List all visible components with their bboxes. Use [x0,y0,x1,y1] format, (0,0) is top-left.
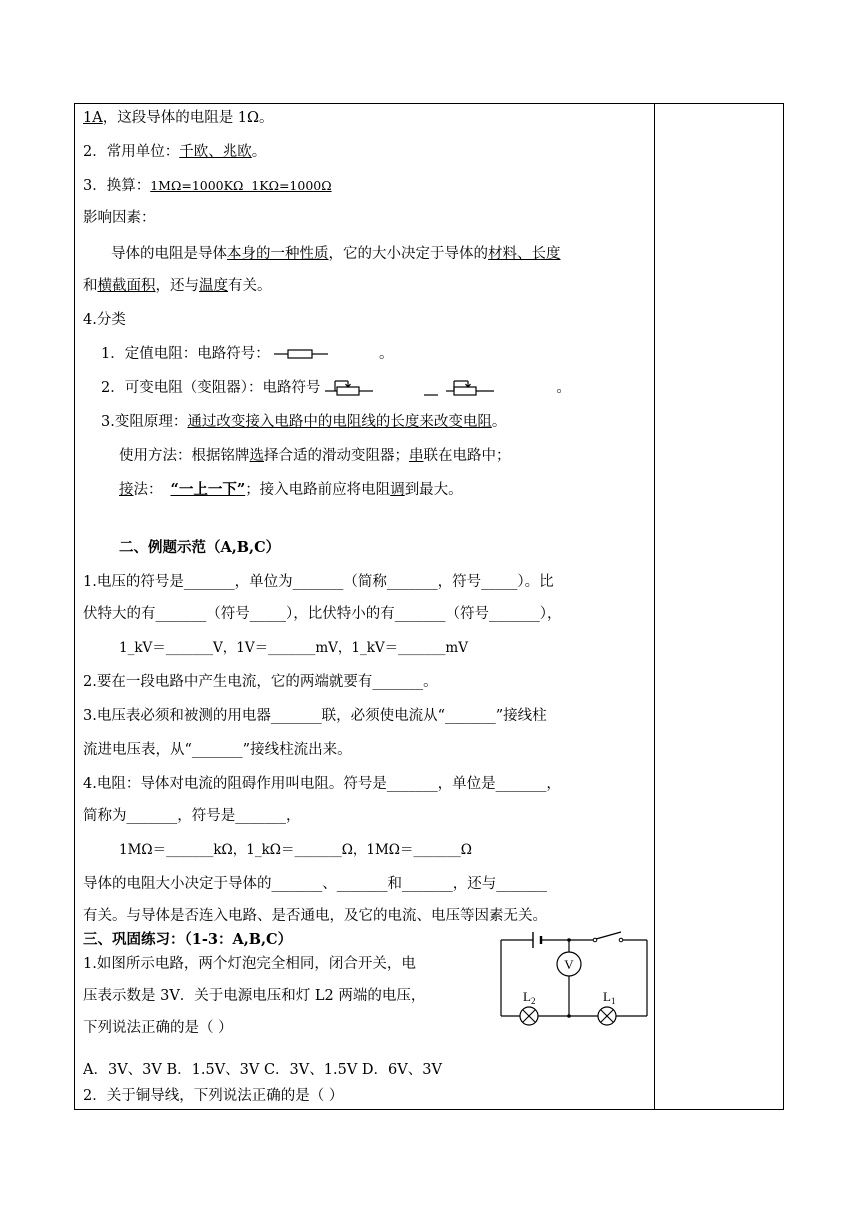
column-divider [654,104,655,1109]
example-3-line-2: 流进电压表，从“_______”接线柱流出来。 [83,742,352,758]
example-4-line-3: 1MΩ＝_______kΩ，1_kΩ＝_______Ω，1MΩ＝_______Ω [119,842,472,858]
example-1-line-3: 1_kV＝_______V，1V＝_______mV，1_kV＝_______mV [119,640,468,656]
factors-line-1: 导体的电阻是导体本身的一种性质，它的大小决定于导体的材料、长度 [111,246,561,262]
common-units-line: 2．常用单位：千欧、兆欧。 [83,144,267,160]
circuit-diagram [497,930,651,1026]
example-4-line-5: 有关。与导体是否连入电路、是否通电，及它的电流、电压等因素无关。 [83,908,547,924]
practice-1-line-3: 下列说法正确的是（ ） [83,1020,233,1036]
variable-resistor-line: 2．可变电阻（变阻器）：电路符号 。 [101,380,571,396]
rheostat-symbol-1 [325,378,375,398]
practice-2: 2．关于铜导线，下列说法正确的是（ ） [83,1088,344,1104]
factors-heading: 影响因素： [83,210,156,226]
switch [596,932,621,939]
rheostat-principle-line: 3.变阻原理：通过改变接入电路中的电阻线的长度来改变电阻。 [101,414,507,430]
practice-heading: 三、巩固练习：（1-3：A,B,C） [83,931,293,948]
example-3-line-1: 3.电压表必须和被测的用电器_______联，必须使电流从“_______”接线柱 [83,708,547,724]
factors-line-2: 和横截面积，还与温度有关。 [83,278,272,294]
resistance-definition-line: 1A，这段导体的电阻是 1Ω。 [83,110,274,126]
fixed-resistor-symbol [274,347,328,361]
practice-1-line-2: 压表示数是 3V．关于电源电压和灯 L2 两端的电压， [83,988,426,1004]
example-1-line-1: 1.电压的符号是_______，单位为_______（简称_______，符号_____）。比 [83,574,554,590]
example-1-line-2: 伏特大的有_______（符号_____），比伏特小的有_______（符号_______）， [83,606,562,622]
example-4-line-1: 4.电阻：导体对电流的阻碍作用叫电阻。符号是_______，单位是_______， [83,776,561,792]
conversion-line: 3．换算：1MΩ=1000KΩ 1KΩ=1000Ω [83,178,332,194]
example-4-line-2: 简称为_______，符号是_______， [83,808,301,824]
examples-heading: 二、例题示范（A,B,C） [119,539,281,556]
classification-heading: 4.分类 [83,312,126,328]
fixed-resistor-line: 1．定值电阻：电路符号： 。 [101,346,394,362]
usage-line: 使用方法：根据铭牌选择合适的滑动变阻器；串联在电路中； [119,448,511,464]
connection-line: 接法： “一上一下”；接入电路前应将电阻调到最大。 [119,481,463,498]
example-4-line-4: 导体的电阻大小决定于导体的_______、_______和_______，还与_______ [83,876,547,892]
example-2: 2.要在一段电路中产生电流，它的两端就要有_______。 [83,674,438,690]
lamp-l2-label: $L_2$ [523,989,536,1006]
practice-1-line-1: 1.如图所示电路，两个灯泡完全相同，闭合开关，电 [83,956,416,972]
rheostat-symbol-2 [424,378,496,398]
voltmeter-label: V [564,957,574,972]
lesson-table [74,103,784,1110]
practice-1-options: A．3V、3V B．1.5V、3V C．3V、1.5V D．6V、3V [83,1062,442,1078]
lamp-l1-label: $L_1$ [603,989,616,1006]
